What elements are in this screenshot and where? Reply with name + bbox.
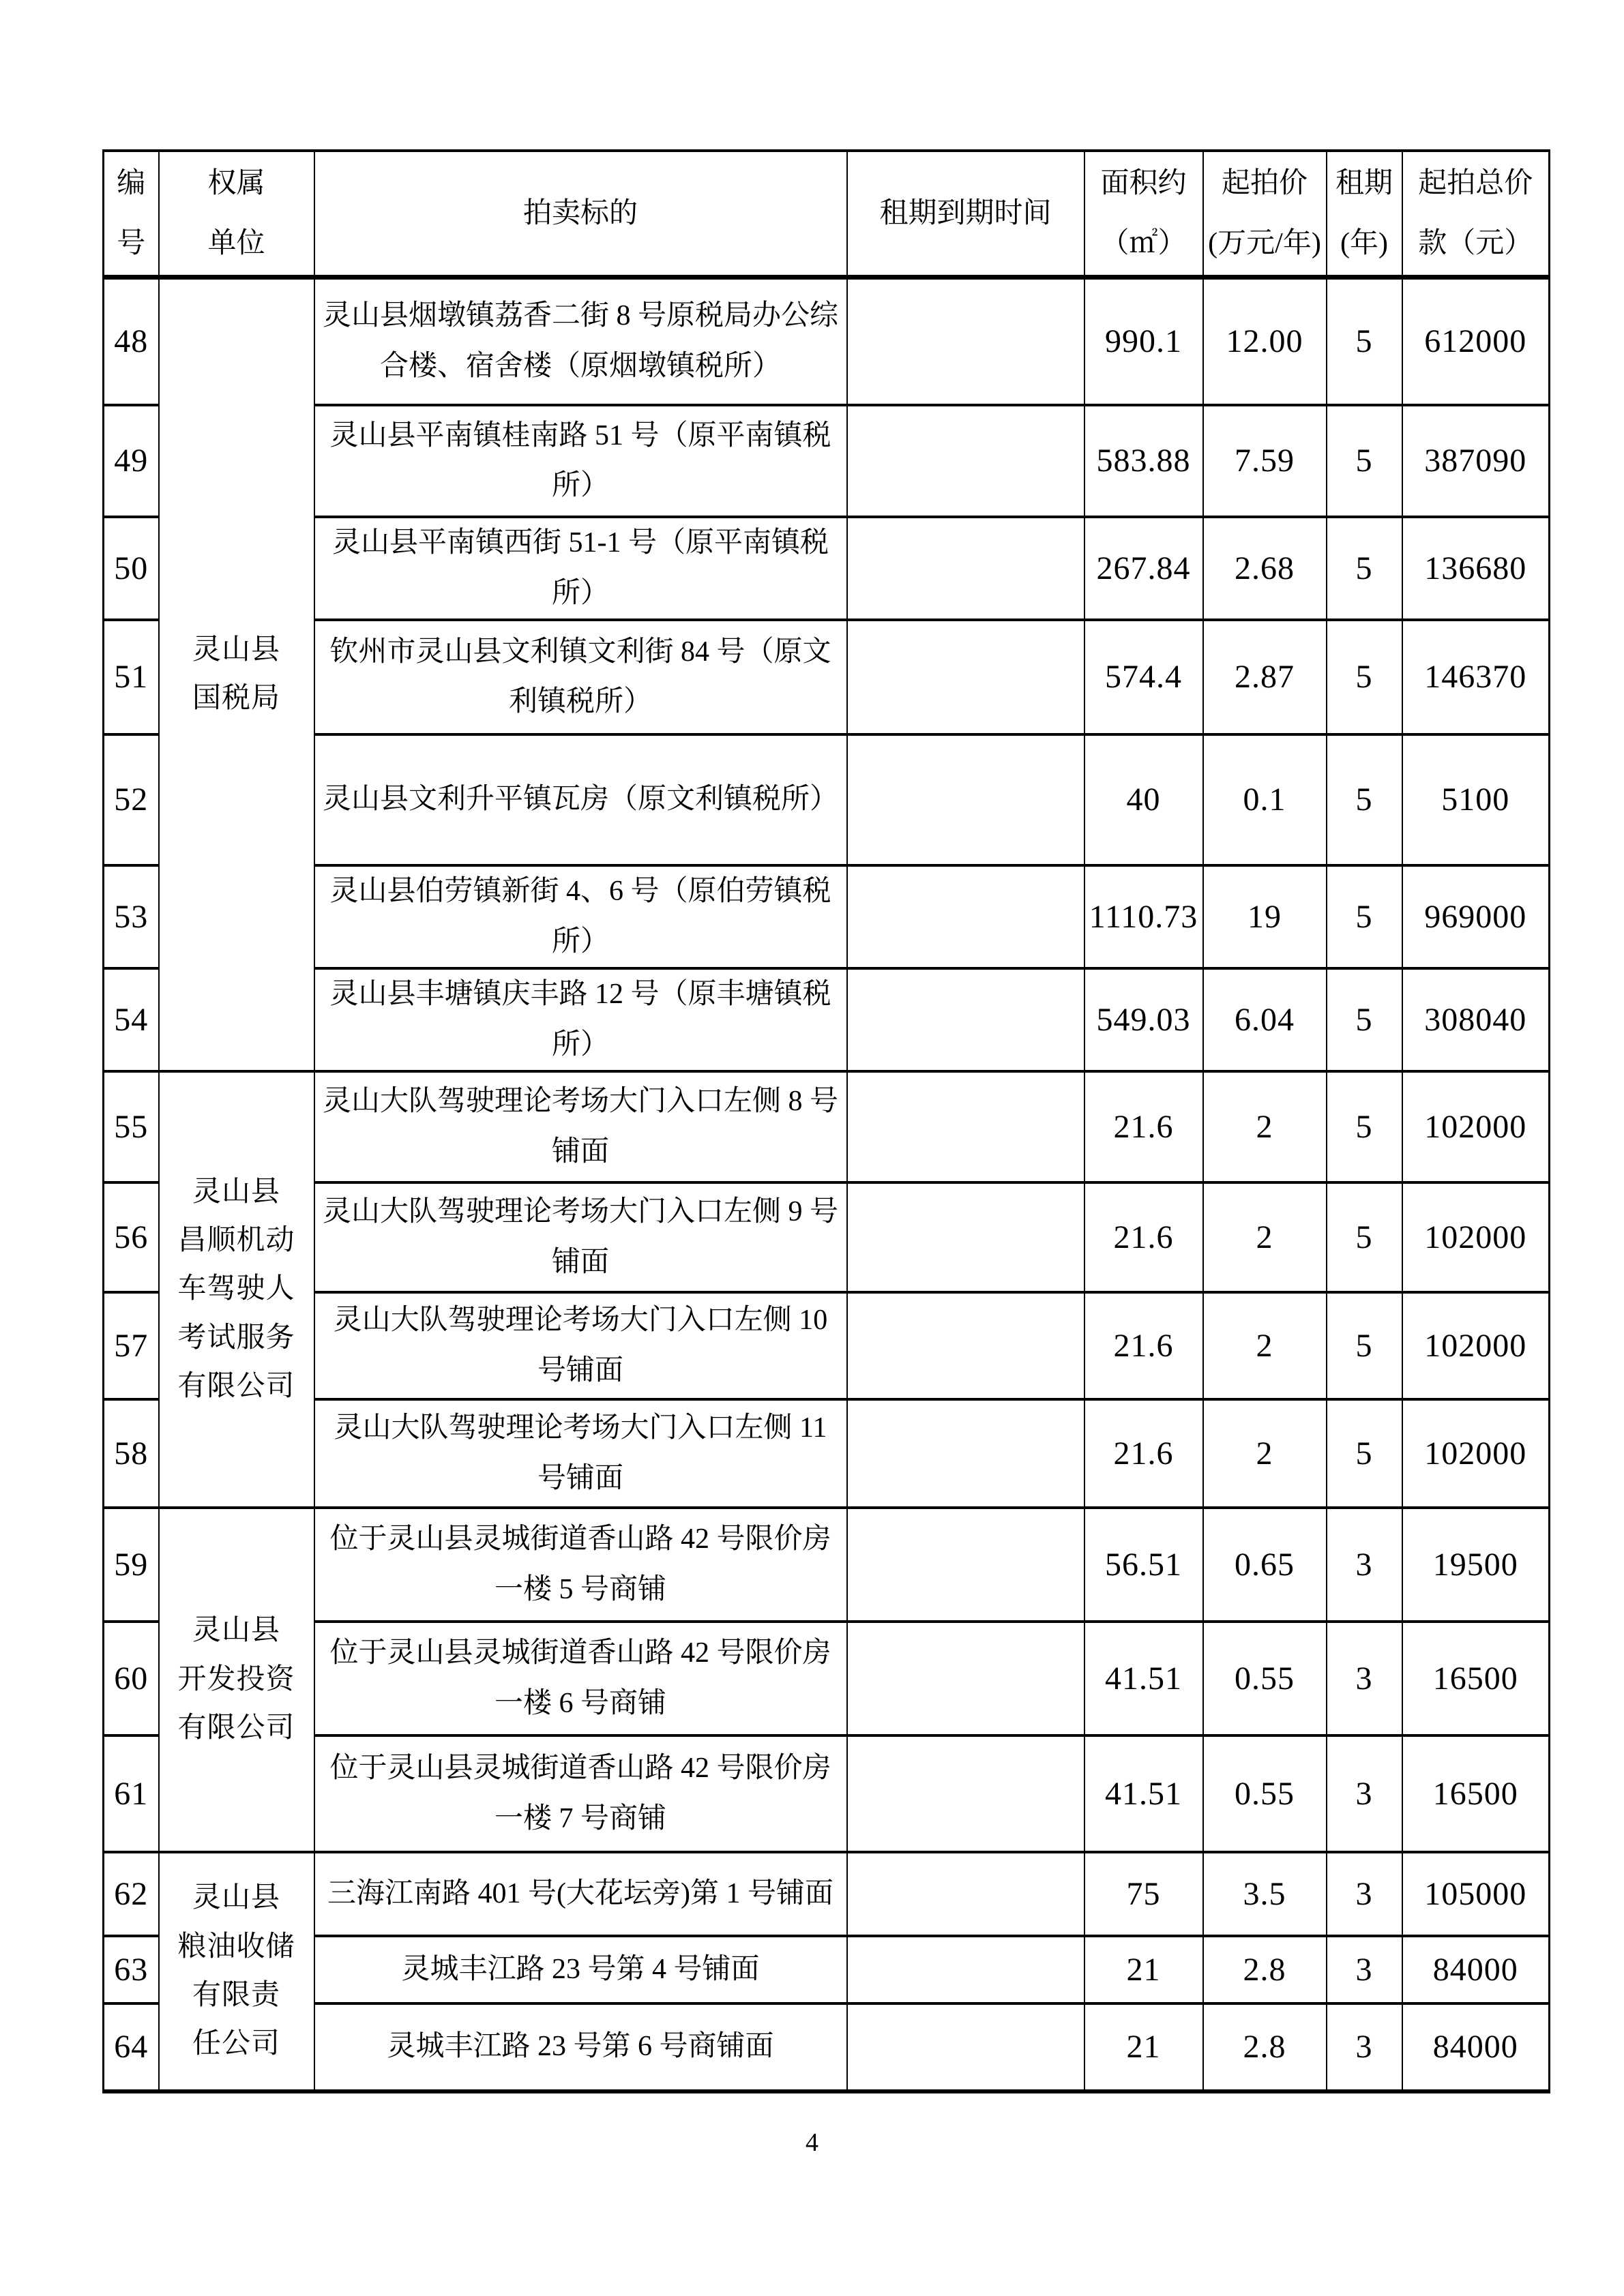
header-total-price-label: 起拍总价款（元） — [1418, 167, 1533, 259]
cell-total-price: 16500 — [1402, 1622, 1550, 1735]
cell-start-price: 2 — [1203, 1182, 1327, 1292]
cell-subject: 灵山县烟墩镇荔香二街 8 号原税局办公综合楼、宿舍楼（原烟墩镇税所） — [314, 277, 847, 405]
cell-start-price: 0.55 — [1203, 1622, 1327, 1735]
cell-lease-expiry — [847, 1936, 1084, 2003]
cell-start-price: 3.5 — [1203, 1852, 1327, 1936]
cell-subject: 三海江南路 401 号(大花坛旁)第 1 号铺面 — [314, 1852, 847, 1936]
cell-lease-expiry — [847, 2003, 1084, 2091]
cell-lease-expiry — [847, 517, 1084, 620]
cell-lease-expiry — [847, 1292, 1084, 1399]
cell-subject: 灵山县文利升平镇瓦房（原文利镇税所） — [314, 734, 847, 865]
cell-start-price: 0.55 — [1203, 1735, 1327, 1852]
cell-start-price: 2 — [1203, 1071, 1327, 1182]
cell-term: 5 — [1327, 1399, 1402, 1508]
cell-no: 58 — [104, 1399, 159, 1508]
table-row — [104, 620, 1550, 734]
cell-start-price: 0.1 — [1203, 734, 1327, 865]
cell-term: 3 — [1327, 1508, 1402, 1622]
header-owner — [159, 151, 314, 277]
cell-total-price: 136680 — [1402, 517, 1550, 620]
table-row — [104, 1852, 1550, 1936]
cell-term: 5 — [1327, 277, 1402, 405]
header-no: 编号 — [104, 151, 159, 277]
cell-subject: 灵城丰江路 23 号第 4 号铺面 — [314, 1936, 847, 2003]
cell-term: 5 — [1327, 517, 1402, 620]
cell-subject: 灵山县平南镇桂南路 51 号（原平南镇税所） — [314, 405, 847, 517]
table-row — [104, 517, 1550, 620]
cell-lease-expiry — [847, 1182, 1084, 1292]
cell-lease-expiry — [847, 865, 1084, 968]
cell-area: 41.51 — [1084, 1735, 1203, 1852]
cell-lease-expiry — [847, 277, 1084, 405]
cell-no: 48 — [104, 277, 159, 405]
cell-owner-group: 灵山县国税局 — [159, 277, 314, 1071]
cell-area: 75 — [1084, 1852, 1203, 1936]
cell-no: 50 — [104, 517, 159, 620]
page-number: 4 — [806, 2128, 818, 2157]
header-owner-label: 权属单位 — [207, 167, 265, 259]
table-row — [104, 277, 1550, 405]
cell-term: 5 — [1327, 1182, 1402, 1292]
cell-lease-expiry — [847, 1508, 1084, 1622]
cell-start-price: 19 — [1203, 865, 1327, 968]
cell-total-price: 16500 — [1402, 1735, 1550, 1852]
cell-start-price: 2 — [1203, 1292, 1327, 1399]
cell-no: 57 — [104, 1292, 159, 1399]
cell-lease-expiry — [847, 620, 1084, 734]
cell-no: 49 — [104, 405, 159, 517]
cell-total-price: 84000 — [1402, 1936, 1550, 2003]
cell-start-price: 6.04 — [1203, 968, 1327, 1071]
table-row — [104, 865, 1550, 968]
cell-start-price: 12.00 — [1203, 277, 1327, 405]
cell-subject: 位于灵山县灵城街道香山路 42 号限价房一楼 6 号商铺 — [314, 1622, 847, 1735]
cell-lease-expiry — [847, 1735, 1084, 1852]
cell-lease-expiry — [847, 1852, 1084, 1936]
cell-owner-group: 灵山县开发投资有限公司 — [159, 1508, 314, 1852]
cell-term: 3 — [1327, 1936, 1402, 2003]
cell-no: 59 — [104, 1508, 159, 1622]
cell-total-price: 105000 — [1402, 1852, 1550, 1936]
cell-start-price: 2.68 — [1203, 517, 1327, 620]
cell-subject: 灵山县伯劳镇新街 4、6 号（原伯劳镇税所） — [314, 865, 847, 968]
cell-start-price: 0.65 — [1203, 1508, 1327, 1622]
cell-subject: 灵山大队驾驶理论考场大门入口左侧 9 号铺面 — [314, 1182, 847, 1292]
cell-total-price: 387090 — [1402, 405, 1550, 517]
cell-area: 21 — [1084, 2003, 1203, 2091]
cell-owner-group: 灵山县昌顺机动车驾驶人考试服务有限公司 — [159, 1071, 314, 1508]
cell-area: 41.51 — [1084, 1622, 1203, 1735]
cell-term: 3 — [1327, 1735, 1402, 1852]
cell-subject: 位于灵山县灵城街道香山路 42 号限价房一楼 7 号商铺 — [314, 1735, 847, 1852]
table-row — [104, 1182, 1550, 1292]
cell-lease-expiry — [847, 405, 1084, 517]
cell-area: 21.6 — [1084, 1182, 1203, 1292]
cell-no: 64 — [104, 2003, 159, 2091]
cell-area: 21.6 — [1084, 1292, 1203, 1399]
cell-no: 63 — [104, 1936, 159, 2003]
cell-area: 549.03 — [1084, 968, 1203, 1071]
cell-start-price: 7.59 — [1203, 405, 1327, 517]
cell-term: 3 — [1327, 2003, 1402, 2091]
cell-no: 51 — [104, 620, 159, 734]
cell-no: 54 — [104, 968, 159, 1071]
cell-lease-expiry — [847, 1071, 1084, 1182]
cell-term: 5 — [1327, 620, 1402, 734]
cell-area: 40 — [1084, 734, 1203, 865]
table-row — [104, 1399, 1550, 1508]
cell-total-price: 308040 — [1402, 968, 1550, 1071]
cell-total-price: 102000 — [1402, 1292, 1550, 1399]
table-row — [104, 1735, 1550, 1852]
auction-table — [102, 149, 1550, 2093]
cell-lease-expiry — [847, 734, 1084, 865]
cell-subject: 位于灵山县灵城街道香山路 42 号限价房一楼 5 号商铺 — [314, 1508, 847, 1622]
cell-no: 60 — [104, 1622, 159, 1735]
table-row — [104, 734, 1550, 865]
cell-term: 5 — [1327, 734, 1402, 865]
table-row — [104, 1622, 1550, 1735]
cell-no: 56 — [104, 1182, 159, 1292]
cell-subject: 灵城丰江路 23 号第 6 号商铺面 — [314, 2003, 847, 2091]
cell-total-price: 84000 — [1402, 2003, 1550, 2091]
table-row — [104, 1292, 1550, 1399]
header-row — [104, 151, 1550, 277]
cell-area: 574.4 — [1084, 620, 1203, 734]
cell-start-price: 2 — [1203, 1399, 1327, 1508]
cell-subject: 灵山县丰塘镇庆丰路 12 号（原丰塘镇税所） — [314, 968, 847, 1071]
cell-start-price: 2.8 — [1203, 1936, 1327, 2003]
cell-owner-group: 灵山县粮油收储有限责任公司 — [159, 1852, 314, 2091]
cell-term: 5 — [1327, 1292, 1402, 1399]
cell-area: 1110.73 — [1084, 865, 1203, 968]
cell-area: 267.84 — [1084, 517, 1203, 620]
cell-area: 56.51 — [1084, 1508, 1203, 1622]
cell-lease-expiry — [847, 968, 1084, 1071]
cell-total-price: 5100 — [1402, 734, 1550, 865]
cell-area: 21.6 — [1084, 1071, 1203, 1182]
cell-start-price: 2.8 — [1203, 2003, 1327, 2091]
cell-total-price: 19500 — [1402, 1508, 1550, 1622]
cell-term: 3 — [1327, 1622, 1402, 1735]
cell-term: 3 — [1327, 1852, 1402, 1936]
cell-term: 5 — [1327, 968, 1402, 1071]
cell-no: 61 — [104, 1735, 159, 1852]
table-row — [104, 1071, 1550, 1182]
table-row — [104, 405, 1550, 517]
cell-term: 5 — [1327, 405, 1402, 517]
header-term: 租期(年) — [1327, 151, 1402, 277]
header-total-price — [1402, 151, 1550, 277]
cell-total-price: 146370 — [1402, 620, 1550, 734]
cell-no: 55 — [104, 1071, 159, 1182]
cell-term: 5 — [1327, 1071, 1402, 1182]
cell-total-price: 969000 — [1402, 865, 1550, 968]
cell-term: 5 — [1327, 865, 1402, 968]
table-row — [104, 968, 1550, 1071]
table-row — [104, 1936, 1550, 2003]
cell-total-price: 102000 — [1402, 1182, 1550, 1292]
header-start-price: 起拍价(万元/年) — [1203, 151, 1327, 277]
cell-no: 62 — [104, 1852, 159, 1936]
cell-area: 583.88 — [1084, 405, 1203, 517]
cell-subject: 灵山大队驾驶理论考场大门入口左侧 10 号铺面 — [314, 1292, 847, 1399]
header-subject: 拍卖标的 — [314, 151, 847, 277]
table-row — [104, 2003, 1550, 2091]
cell-lease-expiry — [847, 1622, 1084, 1735]
table-row — [104, 1508, 1550, 1622]
cell-total-price: 102000 — [1402, 1071, 1550, 1182]
cell-start-price: 2.87 — [1203, 620, 1327, 734]
cell-area: 21.6 — [1084, 1399, 1203, 1508]
cell-no: 53 — [104, 865, 159, 968]
cell-subject: 钦州市灵山县文利镇文利街 84 号（原文利镇税所） — [314, 620, 847, 734]
cell-area: 21 — [1084, 1936, 1203, 2003]
cell-subject: 灵山县平南镇西街 51-1 号（原平南镇税所） — [314, 517, 847, 620]
cell-subject: 灵山大队驾驶理论考场大门入口左侧 11 号铺面 — [314, 1399, 847, 1508]
cell-area: 990.1 — [1084, 277, 1203, 405]
cell-subject: 灵山大队驾驶理论考场大门入口左侧 8 号铺面 — [314, 1071, 847, 1182]
cell-no: 52 — [104, 734, 159, 865]
header-lease-expiry: 租期到期时间 — [847, 151, 1084, 277]
cell-lease-expiry — [847, 1399, 1084, 1508]
cell-total-price: 102000 — [1402, 1399, 1550, 1508]
header-area: 面积约（㎡） — [1084, 151, 1203, 277]
cell-total-price: 612000 — [1402, 277, 1550, 405]
